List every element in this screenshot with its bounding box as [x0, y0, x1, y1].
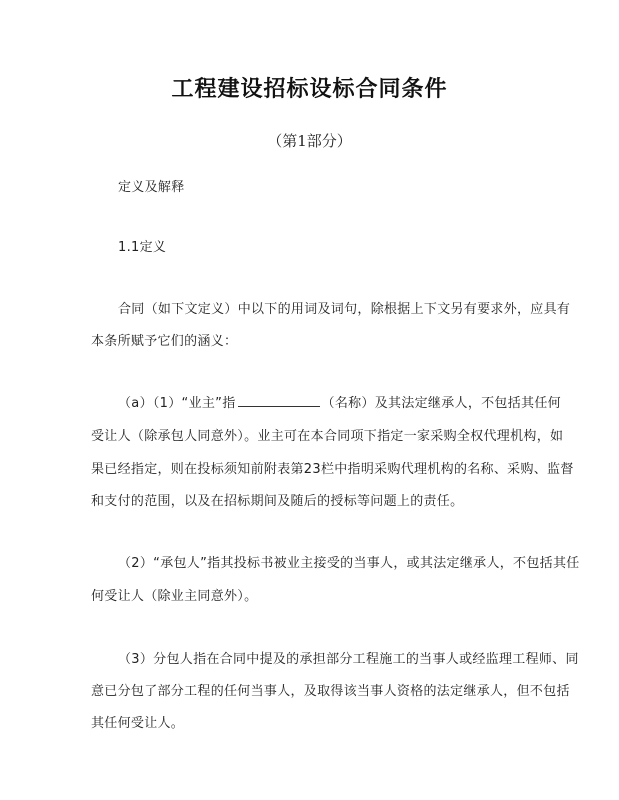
- paragraph-line: （2）“承包人”指其投标书被业主接受的当事人，或其法定继承人，不包括其任: [118, 556, 580, 571]
- paragraph-line: 意已分包了部分工程的任何当事人，及取得该当事人资格的法定继承人，但不包括: [91, 684, 570, 699]
- paragraph-line: 果已经指定，则在投标须知前附表第23栏中指明采购代理机构的名称、采购、监督: [91, 462, 574, 477]
- paragraph-line: 合同（如下文定义）中以下的用词及词句，除根据上下文另有要求外，应具有: [118, 302, 571, 317]
- subsection-heading: 1.1定义: [118, 240, 167, 255]
- document-subtitle: （第1部分）: [267, 132, 352, 150]
- paragraph-line: [118, 392, 561, 411]
- paragraph-line: 何受让人（除业主同意外）。: [91, 589, 258, 604]
- owner-name-blank: [238, 393, 320, 407]
- paragraph-line: 和支付的范围，以及在招标期间及随后的授标等问题上的责任。: [91, 494, 464, 509]
- paragraph-line: 其任何受让人。: [91, 716, 185, 731]
- section-heading: 定义及解释: [118, 180, 185, 195]
- paragraph-line: （3）分包人指在合同中提及的承担部分工程施工的当事人或经监理工程师、同: [118, 652, 579, 667]
- document-title: 工程建设招标设标合同条件: [171, 77, 448, 102]
- paragraph-line: 受让人（除承包人同意外）。业主可在本合同项下指定一家采购全权代理机构，如: [91, 429, 564, 444]
- paragraph-line: 本条所赋予它们的涵义：: [91, 334, 238, 349]
- owner-definition-prefix: （a）（1）“业主”指: [118, 396, 236, 411]
- owner-definition-suffix: （名称）及其法定继承人，不包括其任何: [321, 396, 561, 411]
